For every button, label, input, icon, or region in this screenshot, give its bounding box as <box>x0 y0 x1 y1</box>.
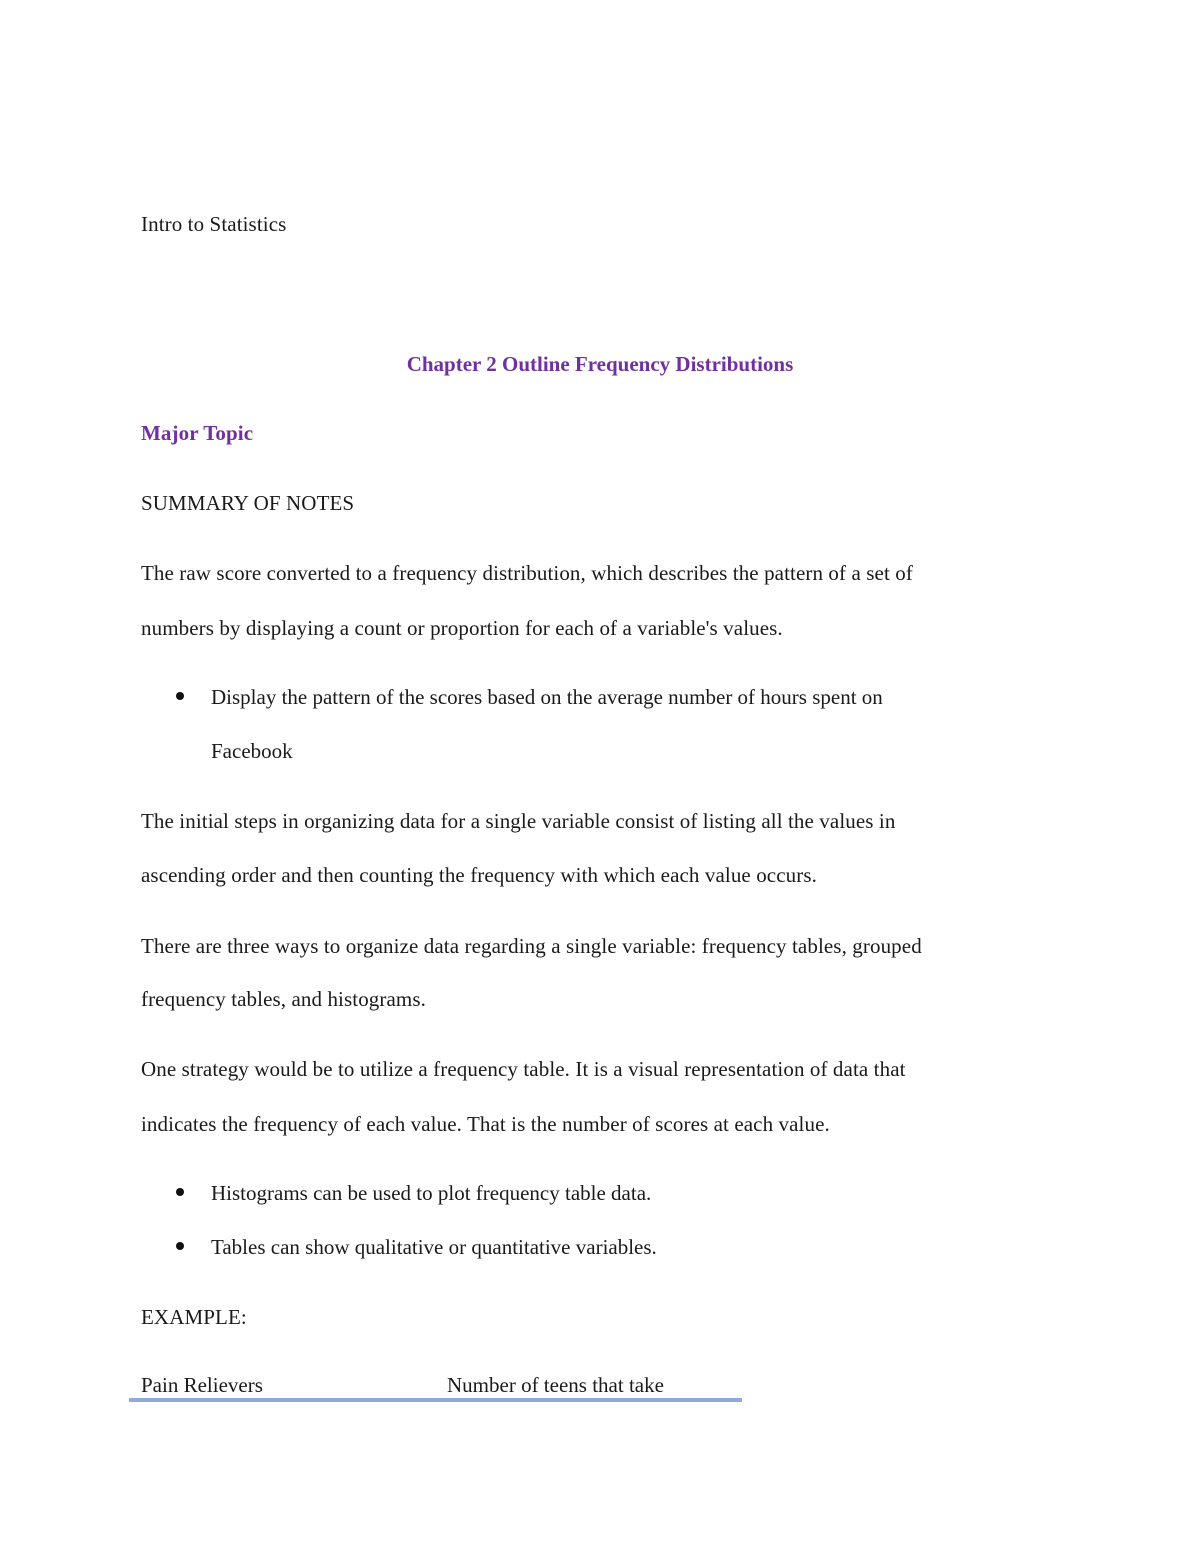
bullet-icon <box>176 692 184 700</box>
paragraph-line: numbers by displaying a count or proportion for each of a variable's values. <box>141 616 783 640</box>
example-label: EXAMPLE: <box>141 1305 247 1329</box>
table-header-rule <box>129 1398 742 1402</box>
bullet-icon <box>176 1188 184 1196</box>
summary-label: SUMMARY OF NOTES <box>141 491 355 515</box>
paragraph-line: There are three ways to organize data regarding a single variable: frequency tables, grouped <box>141 934 922 958</box>
chapter-heading: Chapter 2 Outline Frequency Distributions <box>406 352 794 376</box>
bullet-item-line: Histograms can be used to plot frequency table data. <box>211 1181 652 1205</box>
table-header-row <box>141 1373 741 1397</box>
bullet-item-line: Tables can show qualitative or quantitative variables. <box>211 1235 657 1259</box>
paragraph-line: frequency tables, and histograms. <box>141 987 426 1011</box>
bullet-item-line: Display the pattern of the scores based on the average number of hours spent on <box>211 685 883 709</box>
paragraph-line: The initial steps in organizing data for a single variable consist of listing all the values in <box>141 809 896 833</box>
major-topic-heading: Major Topic <box>141 421 254 445</box>
bullet-icon <box>176 1242 184 1250</box>
table-header-cell: Pain Relievers <box>141 1373 263 1397</box>
paragraph-line: indicates the frequency of each value. That is the number of scores at each value. <box>141 1112 830 1136</box>
table-header-cell: Number of teens that take <box>447 1373 664 1397</box>
paragraph-line: ascending order and then counting the frequency with which each value occurs. <box>141 863 817 887</box>
paragraph-line: One strategy would be to utilize a frequency table. It is a visual representation of data that <box>141 1057 906 1081</box>
paragraph-line: The raw score converted to a frequency distribution, which describes the pattern of a set of <box>141 561 913 585</box>
bullet-item-line: Facebook <box>211 739 293 763</box>
course-title: Intro to Statistics <box>141 212 287 236</box>
